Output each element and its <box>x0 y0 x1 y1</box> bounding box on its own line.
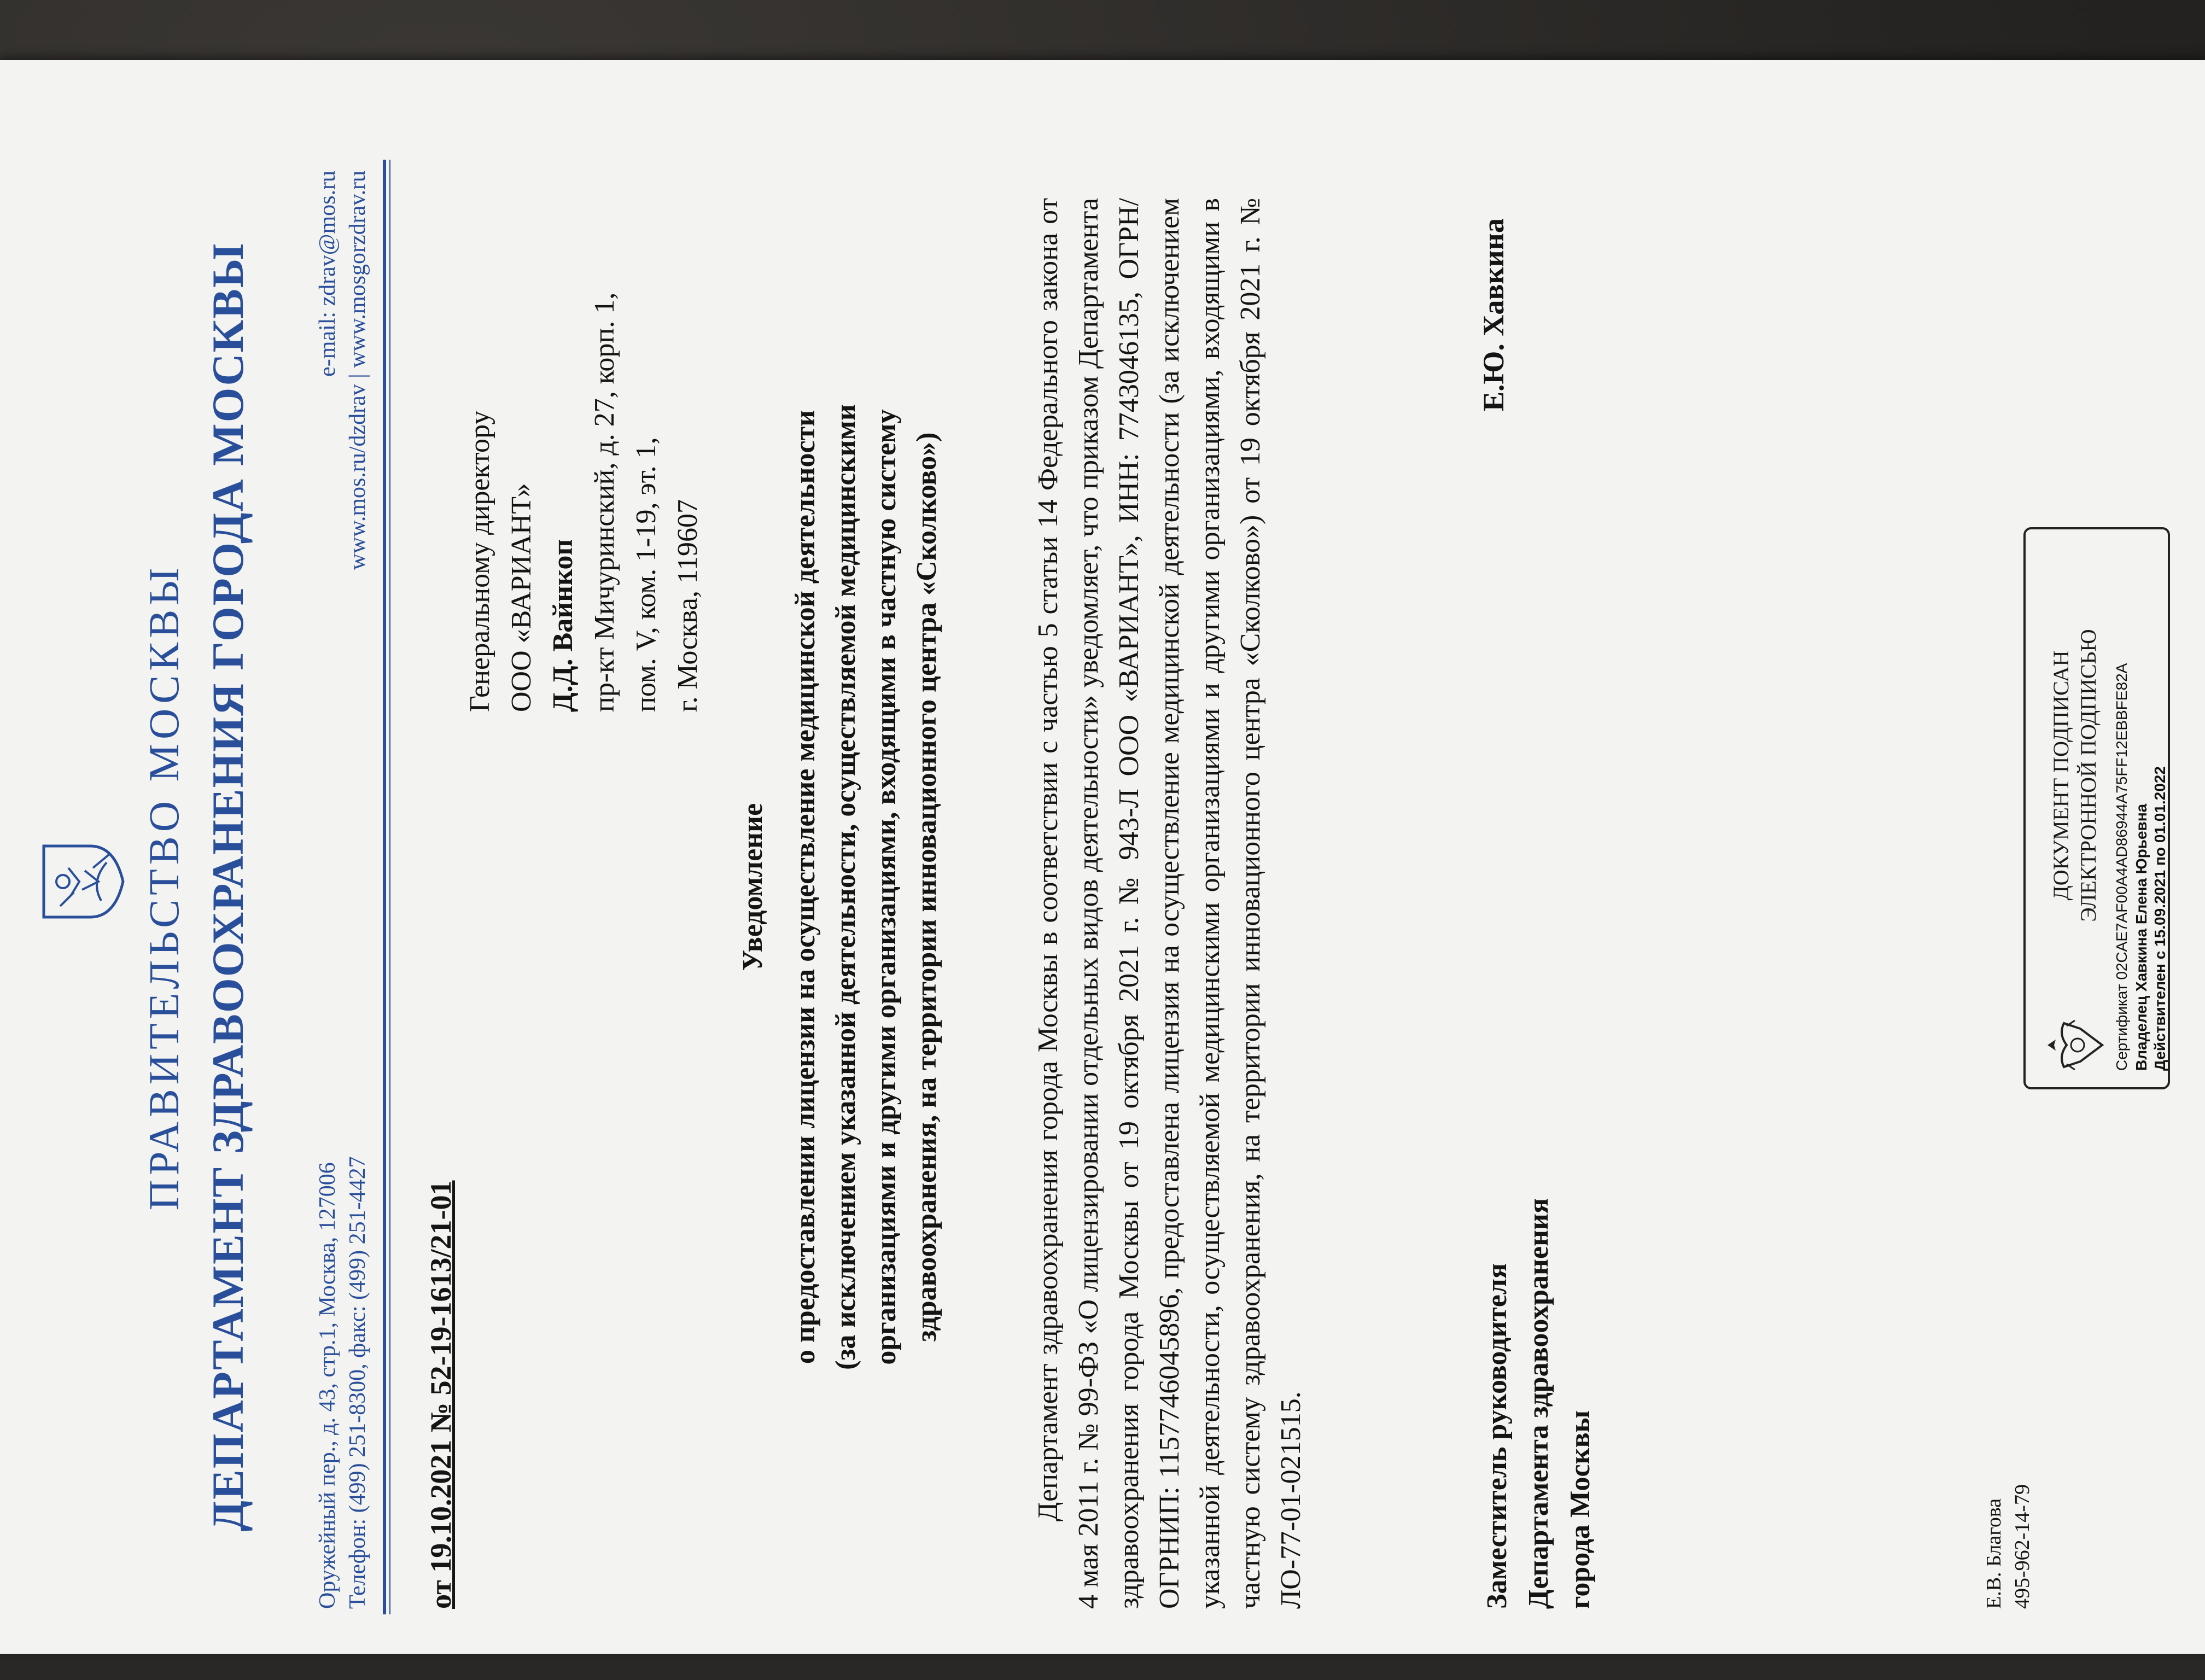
addressee-address-line: пр-кт Мичуринский, д. 27, корп. 1, <box>589 292 620 712</box>
department-address: Оружейный пер., д. 43, стр.1, Москва, 127006 <box>315 1162 340 1609</box>
notice-subject-line: организациями и другими организациями, входящими в частную систему <box>871 409 902 1365</box>
government-title: ПРАВИТЕЛЬСТВО МОСКВЫ <box>140 563 188 1211</box>
state-eagle-icon <box>2042 1015 2108 1075</box>
addressee-address-line: г. Москва, 119607 <box>672 499 703 712</box>
addressee-address-line: пом. V, ком. 1-19, эт. 1, <box>631 437 662 712</box>
department-email: e-mail: zdrav@mos.ru <box>315 171 340 377</box>
moscow-coat-of-arms-icon <box>38 841 126 923</box>
notice-subject-line: о предоставлении лицензии на осуществление медицинской деятельности <box>790 410 821 1364</box>
electronic-signature-stamp <box>2023 527 2170 1089</box>
document-number: от 19.10.2021 № 52-19-1613/21-01 <box>424 1180 457 1609</box>
letter-page <box>0 94 2205 1680</box>
signatory-position-line: Заместитель руководителя <box>1481 1263 1513 1609</box>
notice-heading: Уведомление <box>737 803 768 971</box>
notice-subject-line: (за исключением указанной деятельности, осуществляемой медицинскими <box>830 404 861 1370</box>
stamp-title-line: ЭЛЕКТРОННОЙ ПОДПИСЬЮ <box>2076 629 2101 922</box>
department-title: ДЕПАРТАМЕНТ ЗДРАВООХРАНЕНИЯ ГОРОДА МОСКВЫ <box>203 242 253 1532</box>
signatory-name: Е.Ю. Хавкина <box>1477 218 1510 411</box>
addressee-company: ООО «ВАРИАНТ» <box>506 483 537 712</box>
stamp-validity: Действителен с 15.09.2021 по 01.01.2022 <box>2151 766 2168 1071</box>
department-websites: www.mos.ru/dzdrav | www.mosgorzdrav.ru <box>345 171 370 570</box>
stamp-title-line: ДОКУМЕНТ ПОДПИСАН <box>2049 650 2073 901</box>
department-phone: Телефон: (499) 251-8300, факс: (499) 251-4427 <box>345 1156 370 1609</box>
addressee-block <box>459 165 709 712</box>
header-divider-thick <box>383 160 386 1614</box>
paper-sheet <box>0 60 2205 1654</box>
signatory-position <box>1477 1198 1601 1609</box>
executor-info <box>1980 1484 2037 1609</box>
signatory-position-line: города Москвы <box>1565 1410 1596 1609</box>
stamp-certificate: Сертификат 02CAE7AF00A4AD86944A75FF12EBBFE82A <box>2113 663 2130 1071</box>
addressee-name: Д.Д. Вайнкоп <box>547 539 579 712</box>
stamp-title <box>2048 540 2102 1011</box>
notice-body: Департамент здравоохранения города Москвы в соответствии с частью 5 статьи 14 Федерального закона от 4 мая 2011 г. № 99-ФЗ «О лицензировании отдельных видов деятельности» уведомляет, что приказом Департамента здравоохранения города Москвы от 19 октября 2021 г. № 943-Л ООО «ВАРИАНТ», ИНН: 7743046135, ОГРН/ОГРНИП: 1157746045896, предоставлена лицензия на осуществление медицинской деятельности (за исключением указанной деятельности, осуществляемой медицинскими организациями и другими организациями, входящими в частную систему здравоохранения, на территории инновационного центра «Сколково») от 19 октября 2021 г. № ЛО-77-01-021515. <box>1032 198 1306 1609</box>
executor-name: Е.В. Благова <box>1982 1498 2005 1609</box>
header-divider-thin <box>389 160 390 1614</box>
executor-phone: 495-962-14-79 <box>2011 1484 2034 1609</box>
signatory-position-line: Департамента здравоохранения <box>1523 1198 1554 1609</box>
stamp-owner: Владелец Хавкина Елена Юрьевна <box>2133 803 2150 1071</box>
notice-subject-line: здравоохранения, на территории инновационного центра «Сколково») <box>911 432 942 1342</box>
addressee-position: Генеральному директору <box>464 410 495 712</box>
notice-title-block <box>733 313 947 1461</box>
